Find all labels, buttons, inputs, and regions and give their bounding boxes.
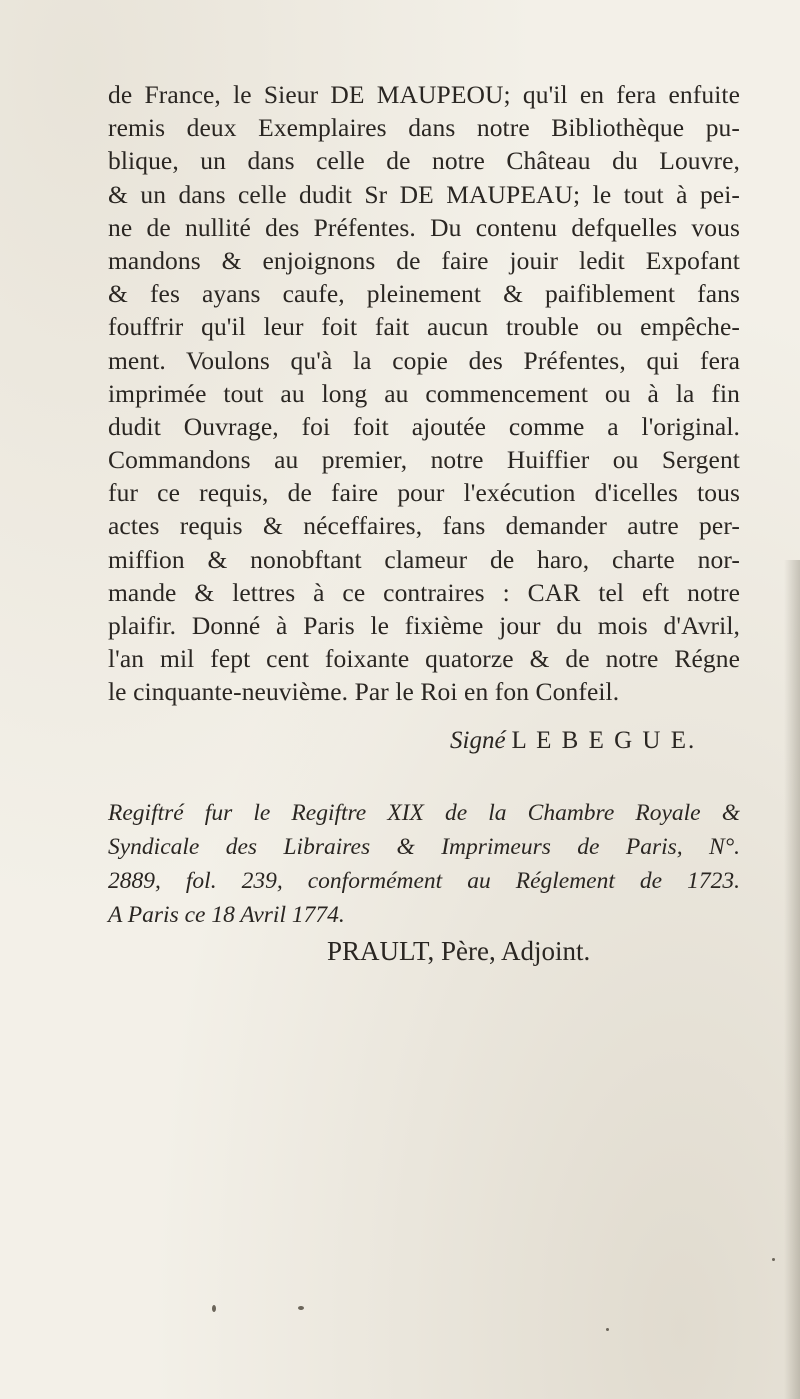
signature-line	[450, 727, 696, 755]
registration-line: Regiftré fur le Regiftre XIX de la Chambre Royale &	[108, 800, 740, 826]
text-line: Commandons au premier, notre Huiffier ou Sergent	[108, 445, 740, 475]
signature-prefix: Signé	[450, 727, 506, 754]
text-line: ne de nullité des Préfentes. Du contenu defquelles vous	[108, 212, 740, 242]
registration-line: 2889, fol. 239, conformément au Réglement de 1723.	[108, 868, 740, 894]
paper-speck	[772, 1258, 775, 1261]
text-line: remis deux Exemplaires dans notre Bibliothèque pu-	[108, 113, 740, 143]
adjoint-signature: PRAULT, Père, Adjoint.	[327, 936, 591, 966]
text-line: & un dans celle dudit Sr DE MAUPEAU; le tout à pei-	[108, 179, 740, 209]
registration-line: Syndicale des Libraires & Imprimeurs de Paris, N°.	[108, 834, 740, 860]
text-line: actes requis & néceffaires, fans demander autre per-	[108, 511, 740, 541]
registration-line: A Paris ce 18 Avril 1774.	[108, 902, 345, 928]
text-line: fouffrir qu'il leur foit fait aucun trouble ou empêche-	[108, 312, 740, 342]
privilege-text	[108, 78, 740, 709]
text-line: dudit Ouvrage, foi foit ajoutée comme a l'original.	[108, 411, 740, 441]
paper-speck	[212, 1305, 216, 1312]
text-line: le cinquante-neuvième. Par le Roi en fon Confeil.	[108, 677, 620, 707]
text-line: l'an mil fept cent foixante quatorze & de notre Régne	[108, 644, 740, 674]
text-line: blique, un dans celle de notre Château du Louvre,	[108, 146, 740, 176]
signature-name: L E B E G U E.	[511, 727, 697, 754]
registration-note	[108, 796, 740, 932]
text-line: mande & lettres à ce contraires : CAR tel eft notre	[108, 577, 740, 607]
text-line: mandons & enjoignons de faire jouir ledit Expofant	[108, 245, 740, 275]
text-line: plaifir. Donné à Paris le fixième jour du mois d'Avril,	[108, 611, 740, 640]
text-line: imprimée tout au long au commencement ou à la fin	[108, 378, 740, 408]
text-line: & fes ayans caufe, pleinement & paifiblement fans	[108, 279, 740, 309]
paper-speck	[606, 1328, 609, 1331]
text-line: de France, le Sieur DE MAUPEOU; qu'il en fera enfuite	[108, 80, 740, 109]
text-line: ment. Voulons qu'à la copie des Préfentes, qui fera	[108, 345, 740, 375]
text-line: miffion & nonobftant clameur de haro, charte nor-	[108, 544, 740, 574]
page-edge-shadow	[784, 560, 800, 1399]
text-line: fur ce requis, de faire pour l'exécution d'icelles tous	[108, 478, 740, 508]
paper-speck	[298, 1306, 304, 1310]
